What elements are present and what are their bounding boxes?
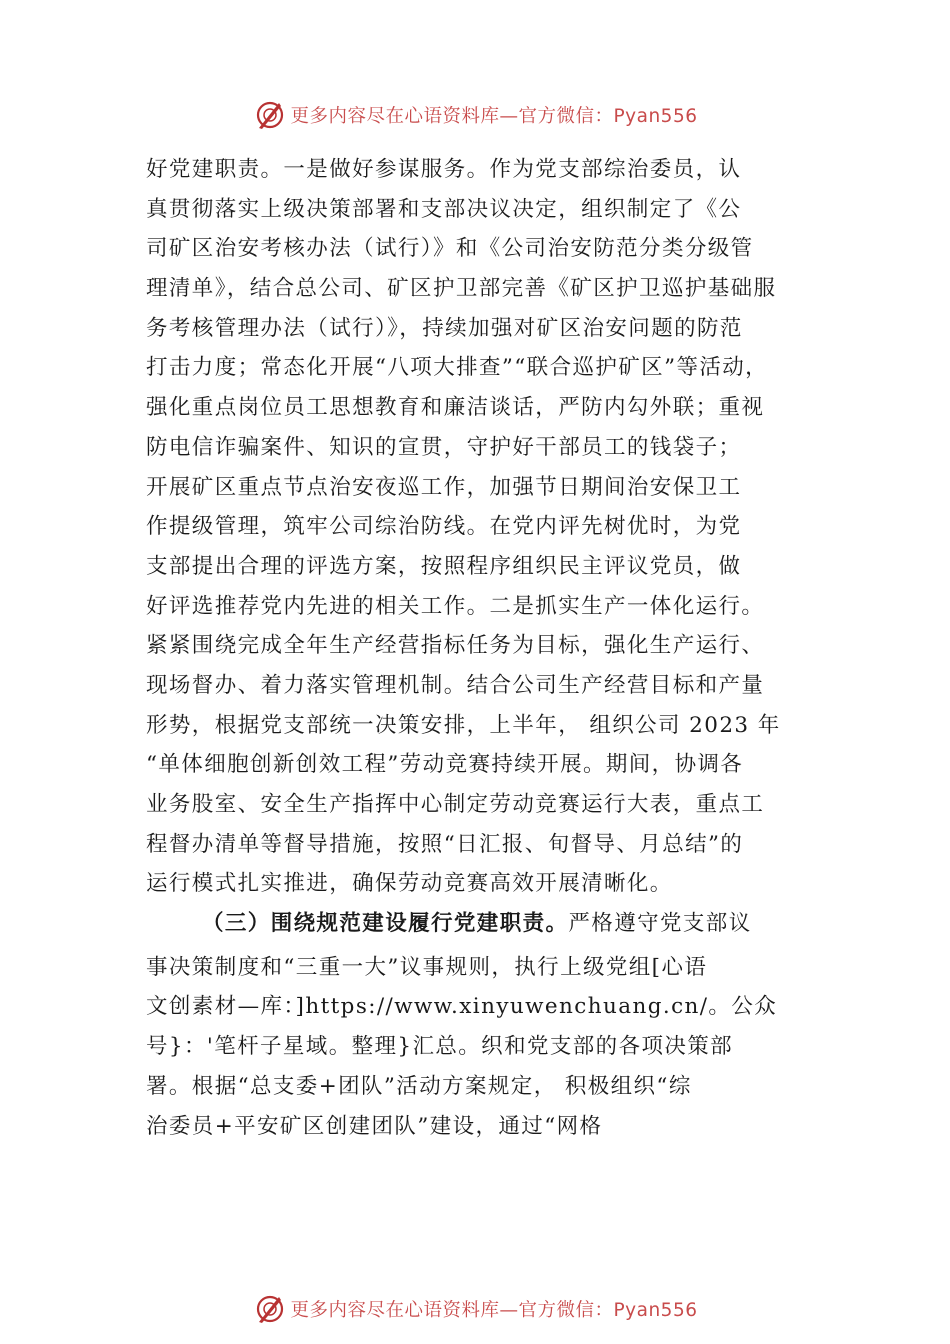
header-banner	[0, 95, 950, 135]
body-line: 支部提出合理的评选方案，按照程序组织民主评议党员，做	[146, 553, 742, 579]
body-line: 好党建职责。一是做好参谋服务。作为党支部综治委员，认	[146, 157, 742, 182]
body-line: 号}：'笔杆子星域。整理}汇总。织和党支部的各项决策部	[146, 1034, 734, 1060]
section-heading-line	[146, 904, 846, 944]
body-line: 形势，根据党支部统一决策安排，上半年， 组织公司 2023 年	[146, 712, 781, 738]
body-line: 程督办清单等督导措施，按照“日汇报、旬督导、月总结”的	[146, 831, 744, 857]
body-line: 运行模式扎实推进，确保劳动竞赛高效开展清晰化。	[146, 871, 673, 897]
body-line: 好评选推荐党内先进的相关工作。二是抓实生产一体化运行。	[146, 593, 765, 619]
footer-banner	[0, 1289, 950, 1329]
header-banner-text: 更多内容尽在心语资料库—官方微信：	[290, 106, 614, 127]
body-line: 开展矿区重点节点治安夜巡工作，加强节日期间治安保卫工	[146, 474, 742, 500]
body-line: 真贯彻落实上级决策部署和支部决议决定，组织制定了《公	[146, 196, 742, 222]
body-line: 事决策制度和“三重一大”议事规则，执行上级党组[心语	[146, 954, 708, 980]
body-line: 理清单》，结合总公司、矿区护卫部完善《矿区护卫巡护基础服	[146, 276, 777, 302]
body-line: “单体细胞创新创效工程”劳动竞赛持续开展。期间，协调各	[146, 752, 744, 778]
body-line: 治委员+平安矿区创建团队”建设，通过“网格	[146, 1113, 603, 1139]
footer-banner-text: 更多内容尽在心语资料库—官方微信：	[290, 1300, 614, 1321]
section-lead: （三）围绕规范建设履行党建职责。	[202, 911, 569, 937]
body-line: 文创素材—库：]https://www.xinyuwenchuang.cn/。公众	[146, 994, 778, 1020]
quill-logo-icon	[253, 98, 287, 132]
body-line: 防电信诈骗案件、知识的宣贯，守护好干部员工的钱袋子；	[146, 434, 742, 460]
body-line: 打击力度；常态化开展“八项大排查”“联合巡护矿区”等活动，	[146, 355, 769, 381]
body-line: 强化重点岗位员工思想教育和廉洁谈话，严防内勾外联；重视	[146, 395, 765, 421]
footer-wechat-id: Pyan556	[613, 1300, 698, 1321]
body-line: 作提级管理，筑牢公司综治防线。在党内评先树优时，为党	[146, 514, 742, 540]
header-wechat-id: Pyan556	[613, 106, 698, 127]
document-body	[146, 150, 846, 1146]
body-line: 现场督办、着力落实管理机制。结合公司生产经营目标和产量	[146, 672, 765, 698]
body-line: 署。根据“总支委+团队”活动方案规定， 积极组织“综	[146, 1073, 692, 1099]
body-line: 务考核管理办法（试行）》，持续加强对矿区治安问题的防范	[146, 315, 743, 341]
section-rest: 严格遵守党支部议	[568, 911, 752, 937]
body-line: 业务股室、安全生产指挥中心制定劳动竞赛运行大表，重点工	[146, 792, 765, 817]
body-line: 紧紧围绕完成全年生产经营指标任务为目标，强化生产运行、	[146, 633, 765, 659]
body-line: 司矿区治安考核办法（试行）》和《公司治安防范分类分级管	[146, 236, 754, 262]
quill-logo-icon	[253, 1292, 287, 1326]
